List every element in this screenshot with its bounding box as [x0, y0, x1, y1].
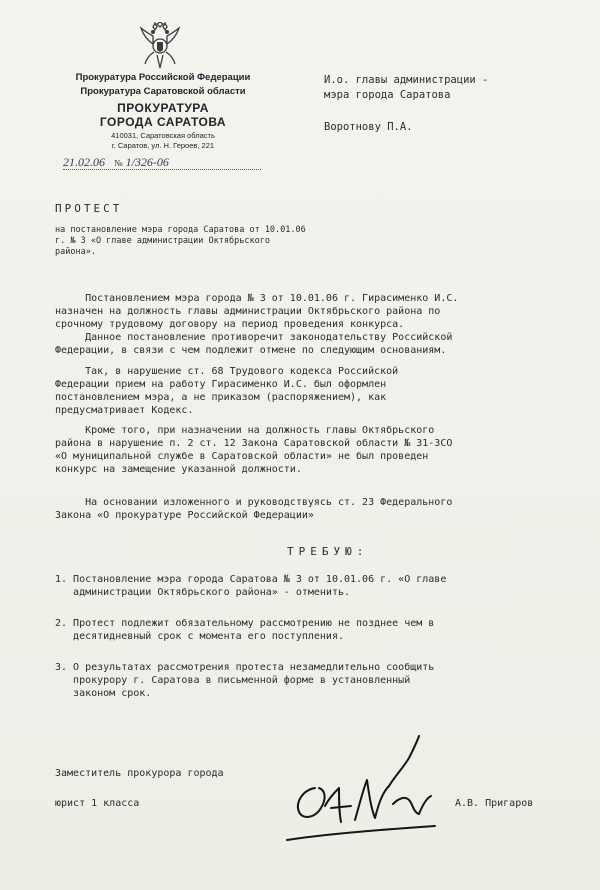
demand-line: десятидневный срок с момента его поступления.: [55, 631, 344, 642]
body-line: Постановлением мэра города № 3 от 10.01.06 г. Гирасименко И.С.: [55, 293, 459, 304]
header-address-line2: г. Саратов, ул. Н. Героев, 221: [111, 141, 215, 150]
body-line: Данное постановление противоречит законодательству Российской: [55, 332, 453, 343]
signatory-name: А.В. Пригаров: [455, 798, 534, 809]
demand-line: 1. Постановление мэра города Саратова № 3 от 10.01.06 г. «О главе: [55, 574, 447, 585]
body-line: Так, в нарушение ст. 68 Трудового кодекса Российской: [55, 366, 399, 377]
handwritten-signature: [285, 728, 450, 853]
body-line: конкурс на замещение указанной должности.: [55, 464, 302, 475]
registration-no-prefix: №: [114, 158, 123, 168]
registration-line: [63, 155, 263, 170]
demand-line: администрации Октябрьского района» - отменить.: [55, 587, 351, 598]
header-agency-line2: Прокуратура Саратовской области: [80, 86, 246, 97]
body-line: постановлением мэра, а не приказом (распоряжением), как: [55, 392, 387, 403]
document-title: ПРОТЕСТ: [55, 202, 123, 215]
demand-line: 3. О результатах рассмотрения протеста незамедлительно сообщить: [55, 662, 435, 673]
body-line: назначен на должность главы администрации Октябрьского района по: [55, 306, 441, 317]
body-line: Федерации, в связи с чем подлежит отмене по следующим основаниям.: [55, 345, 447, 356]
header-agency-line4: ГОРОДА САРАТОВА: [99, 115, 227, 129]
body-line: предусматривает Кодекс.: [55, 405, 194, 416]
registration-underline: [63, 169, 261, 170]
body-line: На основании изложенного и руководствуясь ст. 23 Федерального: [55, 497, 453, 508]
header-agency-line1: Прокуратура Российской Федерации: [75, 72, 251, 83]
document-subject: на постановление мэра города Саратова от 10.01.06 г. № 3 «О главе администрации Октябрьского района».: [55, 225, 306, 257]
addressee-line1: И.о. главы администрации -: [324, 74, 489, 86]
body-line: Закона «О прокуратуре Российской Федерации»: [55, 510, 314, 521]
body-line: района в нарушение п. 2 ст. 12 Закона Саратовской области № 31-ЗСО: [55, 438, 453, 449]
signatory-rank: юрист 1 класса: [55, 798, 140, 809]
signatory-position: Заместитель прокурора города: [55, 768, 224, 779]
body-line: Федерации прием на работу Гирасименко И.С. был оформлен: [55, 379, 387, 390]
demand-line: 2. Протест подлежит обязательному рассмотрению не позднее чем в: [55, 618, 435, 629]
header-agency-line3: ПРОКУРАТУРА: [117, 101, 209, 115]
header-address-line1: 410031, Саратовская область: [111, 131, 215, 140]
demand-heading: ТРЕБУЮ:: [287, 545, 369, 558]
addressee-name: Воротнову П.А.: [324, 121, 413, 133]
body-line: срочному трудовому договору на период проведения конкурса.: [55, 319, 405, 330]
body-line: «О муниципальной службе в Саратовской области» не был проведен: [55, 451, 429, 462]
addressee-line2: мэра города Саратова: [324, 89, 451, 101]
registration-date: 21.02.06: [63, 155, 105, 169]
registration-number: 1/326-06: [125, 155, 169, 169]
demand-line: прокурору г. Саратова в письменной форме в установленный: [55, 675, 411, 686]
demand-line: законом срок.: [55, 688, 152, 699]
coat-of-arms-emblem: [137, 22, 183, 70]
body-line: Кроме того, при назначении на должность главы Октябрьского: [55, 425, 435, 436]
